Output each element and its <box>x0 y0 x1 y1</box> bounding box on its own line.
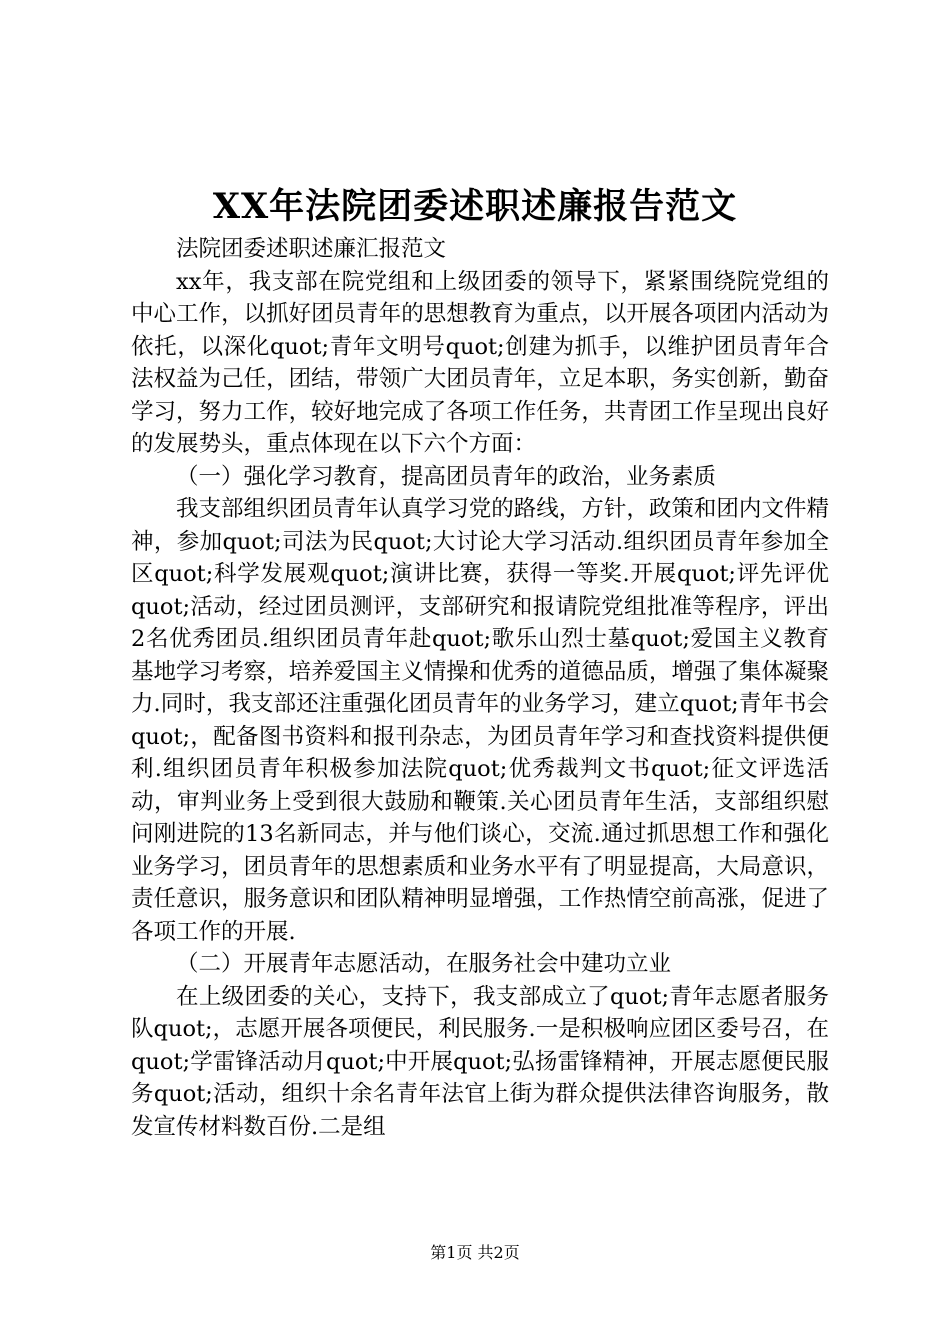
paragraph: xx年，我支部在院党组和上级团委的领导下，紧紧围绕院党组的中心工作，以抓好团员青年的思想教育为重点，以开展各项团内活动为依托，以深化quot;青年文明号quot;创建为抓手，以维护团员青年合法权益为己任，团结，带领广大团员青年，立足本职，务实创新，勤奋学习，努力工作，较好地完成了各项工作任务，共青团工作呈现出良好的发展势头，重点体现在以下六个方面： <box>131 268 829 457</box>
paragraph: 法院团委述职述廉汇报范文 <box>176 236 447 262</box>
document-body <box>131 233 829 1143</box>
paragraph: 在上级团委的关心，支持下，我支部成立了quot;青年志愿者服务队quot;，志愿开展各项便民，利民服务.一是积极响应团区委号召，在quot;学雷锋活动月quot;中开展quot;弘扬雷锋精神，开展志愿便民服务quot;活动，组织十余名青年法官上街为群众提供法律咨询服务，散发宣传材料数百份.二是组 <box>131 983 829 1140</box>
paragraph: 我支部组织团员青年认真学习党的路线，方针，政策和团内文件精神，参加quot;司法为民quot;大讨论大学习活动.组织团员青年参加全区quot;科学发展观quot;演讲比赛，获得一等奖.开展quot;评先评优quot;活动，经过团员测评，支部研究和报请院党组批准等程序，评出2名优秀团员.组织团员青年赴quot;歌乐山烈士墓quot;爱国主义教育基地学习考察，培养爱国主义情操和优秀的道德品质，增强了集体凝聚力.同时，我支部还注重强化团员青年的业务学习，建立quot;青年书会quot;，配备图书资料和报刊杂志，为团员青年学习和查找资料提供便利.组织团员青年积极参加法院quot;优秀裁判文书quot;征文评选活动，审判业务上受到很大鼓励和鞭策.关心团员青年生活，支部组织慰问刚进院的13名新同志，并与他们谈心，交流.通过抓思想工作和强化业务学习，团员青年的思想素质和业务水平有了明显提高，大局意识，责任意识，服务意识和团队精神明显增强，工作热情空前高涨，促进了各项工作的开展. <box>131 496 829 945</box>
document-title: XX年法院团委述职述廉报告范文 <box>212 186 738 227</box>
section-heading: （一）强化学习教育，提高团员青年的政治，业务素质 <box>176 463 717 490</box>
section-heading: （二）开展青年志愿活动，在服务社会中建功立业 <box>176 951 672 977</box>
page-footer: 第1页 共2页 <box>430 1243 520 1262</box>
